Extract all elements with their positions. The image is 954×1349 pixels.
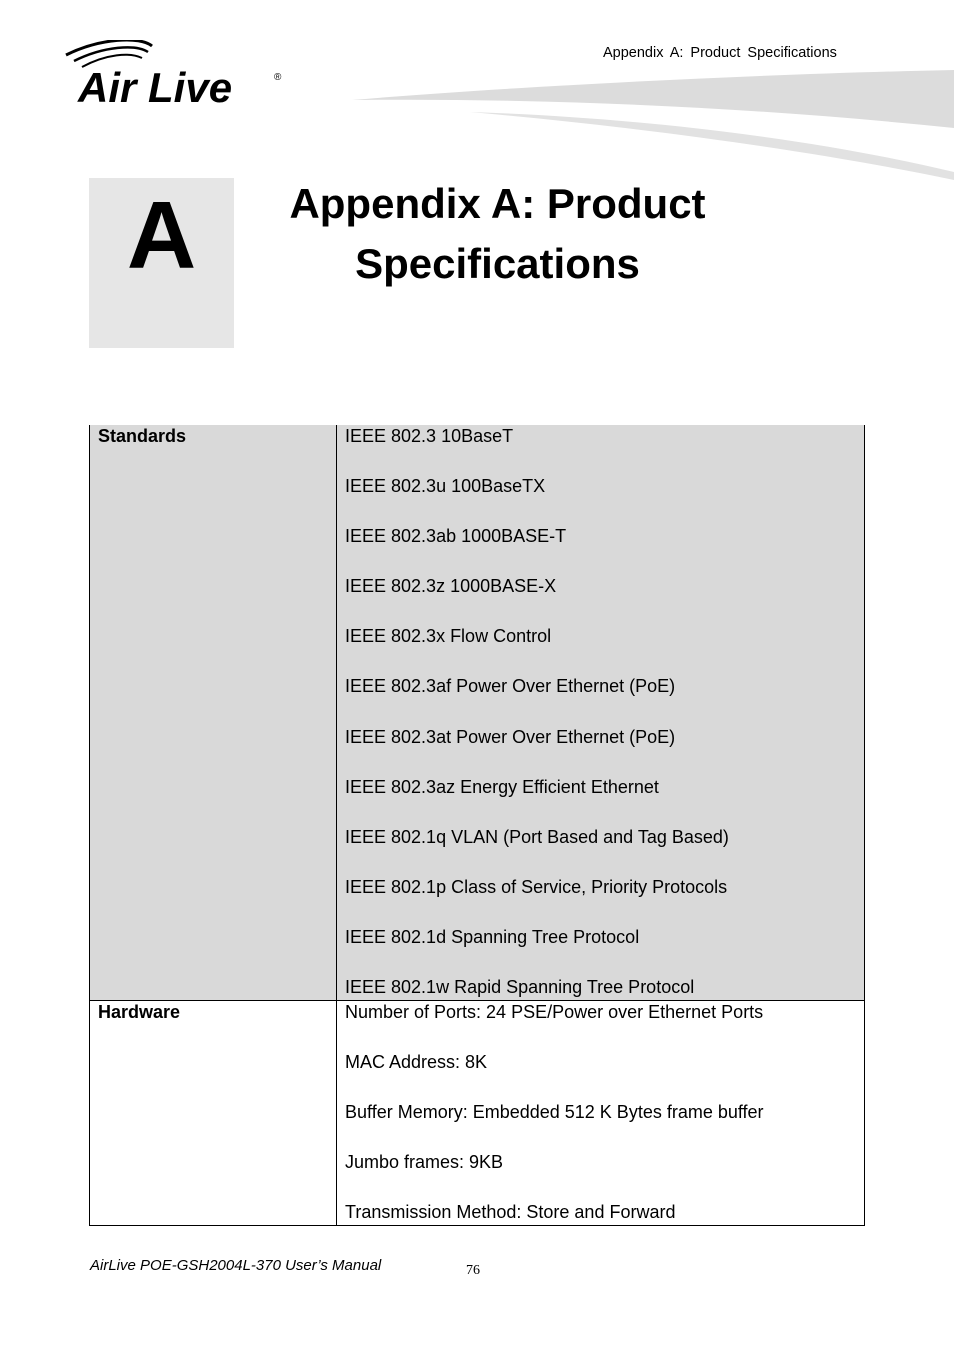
chapter-title-line-2: Specifications	[355, 240, 640, 287]
spec-value: IEEE 802.3af Power Over Ethernet (PoE)	[345, 676, 676, 697]
table-row-standards	[90, 425, 865, 1001]
spec-value: IEEE 802.3u 100BaseTX	[345, 476, 546, 497]
spec-value: Buffer Memory: Embedded 512 K Bytes frame buffer	[345, 1102, 764, 1123]
spec-value: IEEE 802.3ab 1000BASE-T	[345, 526, 567, 547]
spec-value: IEEE 802.3 10BaseT	[345, 426, 514, 446]
spec-value: IEEE 802.3x Flow Control	[345, 626, 552, 647]
spec-value: MAC Address: 8K	[345, 1052, 488, 1073]
spec-value: IEEE 802.3z 1000BASE-X	[345, 576, 557, 597]
specifications-table	[89, 425, 865, 1226]
page-number: 76	[466, 1263, 480, 1278]
spec-value: Jumbo frames: 9KB	[345, 1152, 504, 1173]
hardware-values	[337, 1001, 864, 1225]
running-header: Appendix A: Product Specifications	[603, 45, 837, 61]
spec-value: IEEE 802.1w Rapid Spanning Tree Protocol	[345, 977, 695, 998]
logo-wordmark: Air Live	[78, 64, 233, 111]
airlive-logo	[60, 40, 300, 115]
chapter-title	[260, 174, 735, 294]
spec-value: IEEE 802.1q VLAN (Port Based and Tag Based)	[345, 826, 729, 847]
table-row-hardware	[90, 1001, 865, 1226]
spec-value: Transmission Method: Store and Forward	[345, 1202, 676, 1223]
footer-manual-title: AirLive POE-GSH2004L-370 User’s Manual	[90, 1257, 382, 1274]
spec-value: IEEE 802.3az Energy Efficient Ethernet	[345, 776, 659, 797]
row-category-label: Hardware	[98, 1002, 181, 1023]
spec-value: IEEE 802.1p Class of Service, Priority Protocols	[345, 876, 728, 897]
row-category-label: Standards	[98, 426, 187, 446]
logo-registered-mark: ®	[274, 72, 282, 83]
spec-value: IEEE 802.3at Power Over Ethernet (PoE)	[345, 726, 676, 747]
spec-value: Number of Ports: 24 PSE/Power over Ethernet Ports	[345, 1002, 764, 1023]
spec-value: IEEE 802.1d Spanning Tree Protocol	[345, 926, 640, 947]
chapter-title-line-1: Appendix A: Product	[289, 180, 706, 227]
chapter-letter: A	[126, 182, 197, 289]
standards-values	[337, 425, 864, 1000]
chapter-letter-box	[89, 178, 234, 348]
